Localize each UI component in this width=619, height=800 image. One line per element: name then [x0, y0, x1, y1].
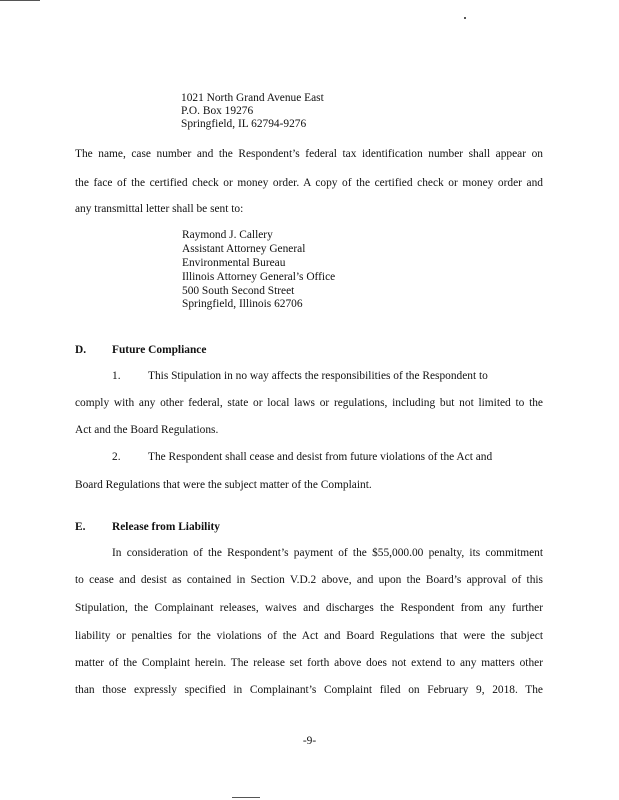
- address-line: 1021 North Grand Avenue East: [181, 92, 324, 104]
- paragraph-line: Board Regulations that were the subject matter of the Complaint.: [75, 479, 372, 491]
- address-line: Environmental Bureau: [182, 257, 286, 269]
- section-letter: D.: [75, 344, 87, 356]
- section-letter: E.: [75, 521, 86, 533]
- address-line: Raymond J. Callery: [182, 229, 273, 241]
- paragraph-line: liability or penalties for the violations of the Act and Board Regulations that were the subject: [75, 630, 543, 642]
- paragraph-line: matter of the Complaint herein. The release set forth above does not extend to any matters other: [75, 657, 543, 669]
- paragraph-line: the face of the certified check or money order. A copy of the certified check or money order and: [75, 177, 543, 189]
- paragraph-line: than those expressly specified in Complainant’s Complaint filed on February 9, 2018. The: [75, 684, 543, 696]
- address-line: Assistant Attorney General: [182, 243, 306, 255]
- paragraph-line: The Respondent shall cease and desist from future violations of the Act and: [148, 451, 493, 463]
- paragraph-line: to cease and desist as contained in Section V.D.2 above, and upon the Board’s approval of this: [75, 574, 543, 586]
- paragraph-line: any transmittal letter shall be sent to:: [75, 203, 244, 215]
- scan-artifact-bottom: [232, 797, 260, 798]
- paragraph-line: comply with any other federal, state or local laws or regulations, including but not limited to the: [75, 397, 543, 409]
- section-title: Future Compliance: [112, 344, 207, 356]
- address-line: 500 South Second Street: [182, 285, 295, 297]
- address-line: Springfield, IL 62794-9276: [181, 118, 307, 130]
- section-title: Release from Liability: [112, 521, 220, 533]
- paragraph-line: In consideration of the Respondent’s payment of the $55,000.00 penalty, its commitment: [112, 547, 543, 559]
- scan-artifact-top: [0, 0, 40, 1]
- paragraph-line: The name, case number and the Respondent’s federal tax identification number shall appear on: [75, 148, 543, 160]
- item-number: 2.: [112, 451, 121, 463]
- address-line: Springfield, Illinois 62706: [182, 298, 303, 310]
- paragraph-line: This Stipulation in no way affects the responsibilities of the Respondent to: [148, 370, 488, 382]
- address-line: Illinois Attorney General’s Office: [182, 271, 336, 283]
- scan-artifact-right-dot: [464, 17, 466, 19]
- paragraph-line: Act and the Board Regulations.: [75, 424, 219, 436]
- paragraph-line: Stipulation, the Complainant releases, waives and discharges the Respondent from any further: [75, 602, 543, 614]
- address-line: P.O. Box 19276: [181, 105, 254, 117]
- page-number: -9-: [302, 735, 317, 747]
- item-number: 1.: [112, 370, 121, 382]
